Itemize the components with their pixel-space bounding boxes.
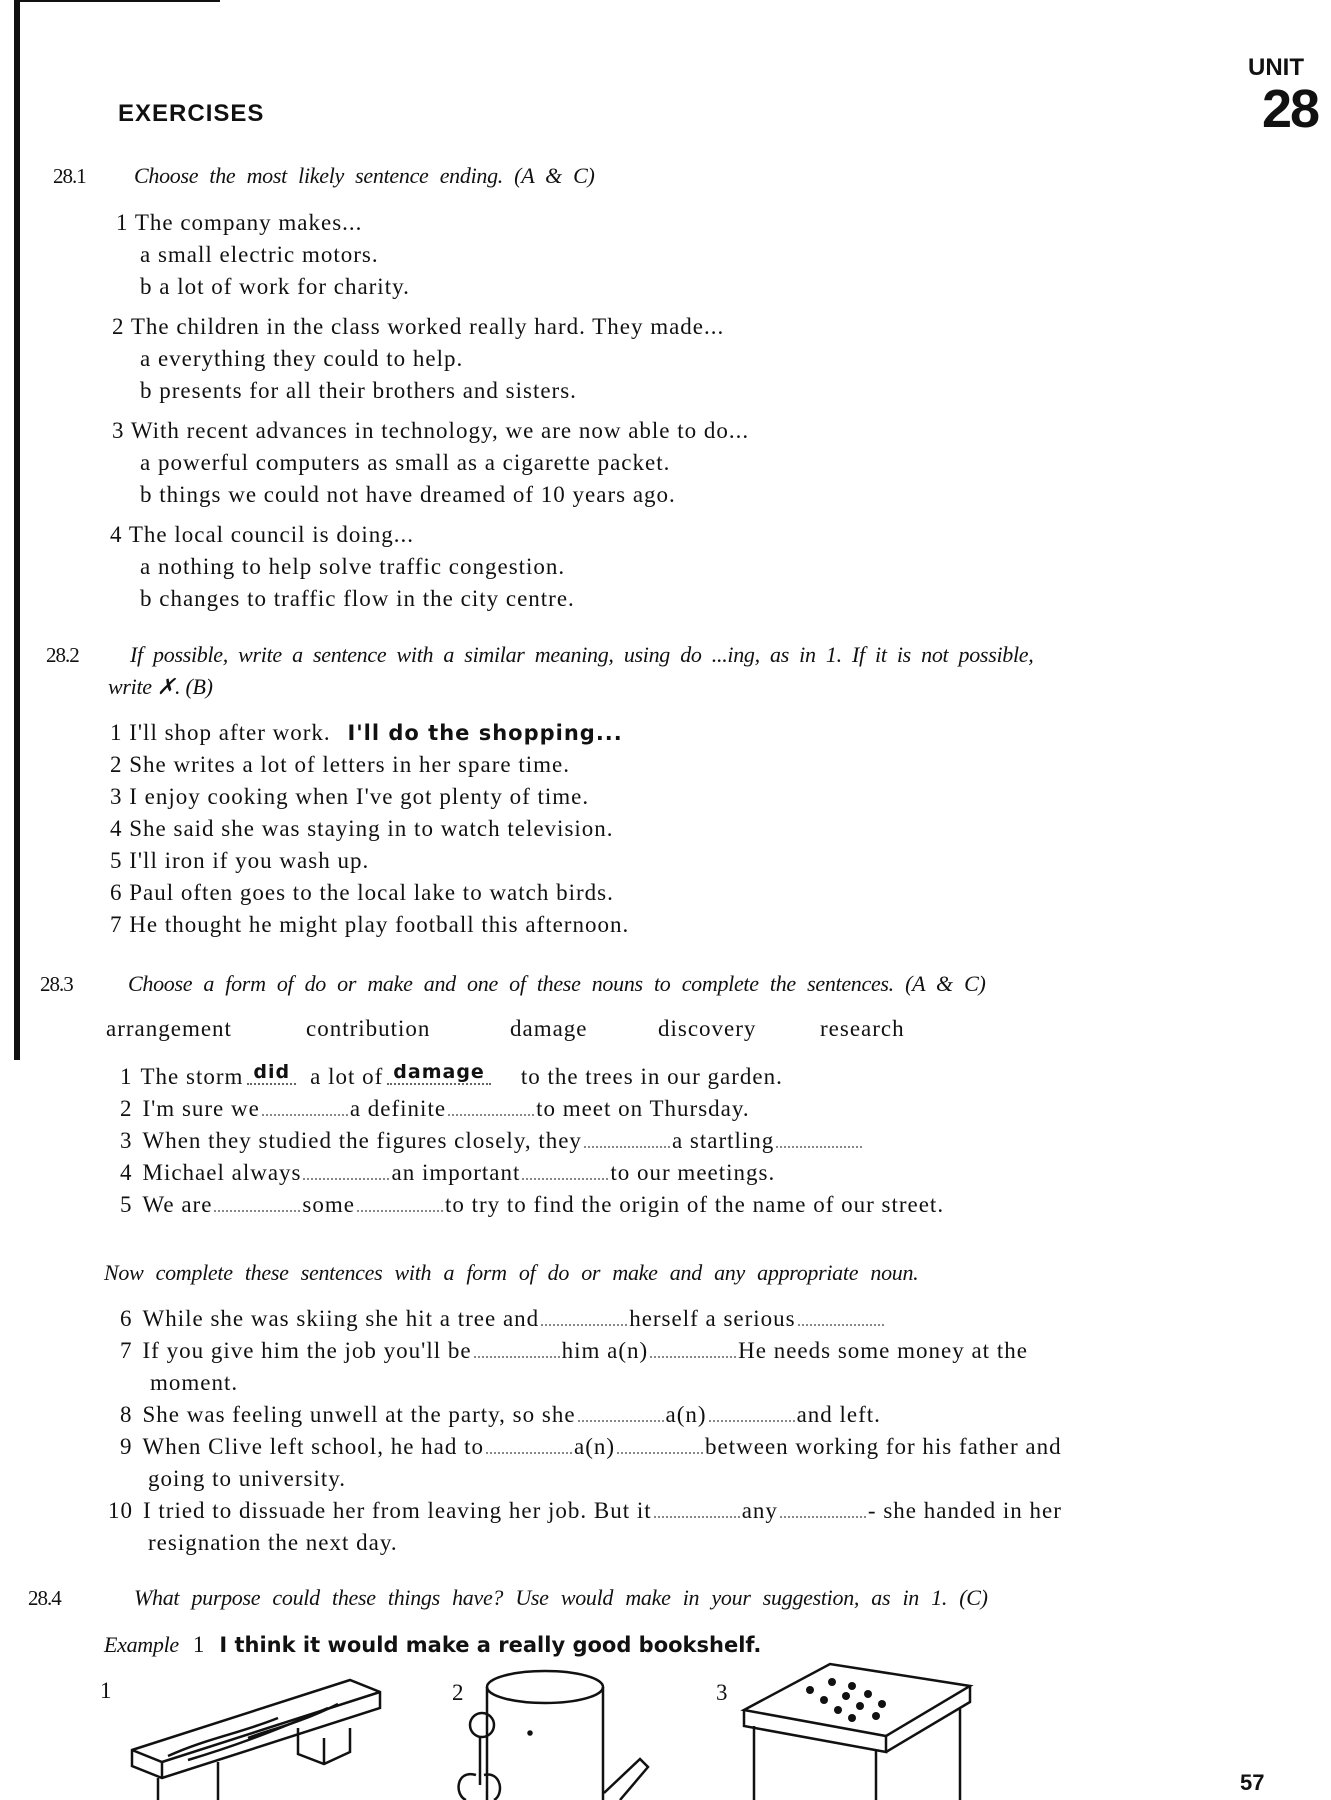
ex2-instruction-line2: write ✗. (B)	[108, 674, 213, 699]
ex4-example-answer: I think it would make a really good bookshelf.	[219, 1633, 762, 1657]
ex3-s1-p1: The storm	[140, 1064, 244, 1089]
ex2-item7: 7 He thought he might play football this afternoon.	[110, 912, 630, 937]
ex1-item2-b: b presents for all their brothers and sisters.	[140, 378, 577, 403]
ex3-s1	[120, 1061, 783, 1091]
ex3-s4-num: 4	[120, 1160, 133, 1185]
ex1-instruction: Choose the most likely sentence ending. (A & C)	[134, 163, 595, 188]
can-illustration	[450, 1665, 680, 1800]
ex3-s8-p2: a(n)	[665, 1402, 707, 1427]
ex3-s8-num: 8	[120, 1402, 133, 1427]
ex3-s5-blank1	[214, 1209, 300, 1212]
pic-label-2: 2	[452, 1680, 465, 1705]
ex3-s10-p3: - she handed in her	[867, 1498, 1062, 1523]
ex2-item2: 2 She writes a lot of letters in her spare time.	[110, 752, 570, 777]
ex1-item1-a: a small electric motors.	[140, 242, 379, 267]
ex3-s5-p3: to try to find the origin of the name of our street.	[444, 1192, 945, 1217]
ex3-s1-answer1: did	[247, 1061, 296, 1085]
ex3-s6-p1: While she was skiing she hit a tree and	[142, 1306, 540, 1331]
ex3-s4-p3: to our meetings.	[610, 1160, 776, 1185]
ex3-s3-p1: When they studied the figures closely, they	[142, 1128, 582, 1153]
ex3-s9-blank1	[486, 1451, 572, 1454]
ex3-s7-num: 7	[120, 1338, 133, 1363]
ex3-s5-blank2	[357, 1209, 443, 1212]
ex1-number: 28.1	[53, 164, 86, 188]
ex3-s9-p2: a(n)	[574, 1434, 616, 1459]
ex3-s7	[120, 1338, 1028, 1364]
ex4-example	[104, 1632, 761, 1658]
ex3-instruction2: Now complete these sentences with a form of do or make and any appropriate noun.	[104, 1260, 919, 1285]
plank-bench-illustration	[128, 1668, 388, 1800]
noun-4: discovery	[658, 1016, 757, 1041]
ex3-instruction: Choose a form of do or make and one of these nouns to complete the sentences. (A & C)	[128, 971, 986, 996]
ex3-s1-answer2: damage	[387, 1061, 491, 1085]
ex3-s1-num: 1	[120, 1064, 133, 1089]
ex3-s9-cont: going to university.	[148, 1466, 347, 1491]
ex3-s3	[120, 1128, 864, 1154]
ex1-item4-b: b changes to traffic flow in the city centre.	[140, 586, 575, 611]
ex3-s1-p3: to the trees in our garden.	[520, 1064, 783, 1089]
ex3-s6-blank1	[541, 1323, 627, 1326]
ex2-item4: 4 She said she was staying in to watch television.	[110, 816, 614, 841]
ex3-s7-p3: He needs some money at the	[738, 1338, 1028, 1363]
ex2-item1-text: 1 I'll shop after work.	[110, 720, 331, 745]
noun-5: research	[820, 1016, 905, 1041]
ex3-s10-p1: I tried to dissuade her from leaving her job. But it	[143, 1498, 652, 1523]
ex3-s5-p1: We are	[142, 1192, 213, 1217]
ex3-s10-cont: resignation the next day.	[148, 1530, 398, 1555]
ex1-item2-a: a everything they could to help.	[140, 346, 464, 371]
ex3-s10-num: 10	[108, 1498, 133, 1523]
ex3-s6-num: 6	[120, 1306, 133, 1331]
ex3-s9-p3: between working for his father and	[705, 1434, 1062, 1459]
ex3-s6	[120, 1306, 886, 1332]
ex3-s10-blank2	[780, 1515, 866, 1518]
ex4-number: 28.4	[28, 1586, 61, 1610]
ex2-item1	[110, 720, 623, 746]
ex3-s6-blank2	[798, 1323, 884, 1326]
ex3-s2-p3: to meet on Thursday.	[536, 1096, 750, 1121]
ex3-s4-blank1	[303, 1177, 389, 1180]
ex3-s5	[120, 1192, 944, 1218]
ex1-item1-b: b a lot of work for charity.	[140, 274, 410, 299]
ex3-s2-p2: a definite	[349, 1096, 447, 1121]
ex3-s7-p2: him a(n)	[561, 1338, 649, 1363]
ex1-item3-b: b things we could not have dreamed of 10 years ago.	[140, 482, 676, 507]
ex3-s1-p2: a lot of	[310, 1064, 384, 1089]
ex3-s2-num: 2	[120, 1096, 133, 1121]
ex4-example-label: Example	[104, 1632, 179, 1657]
ex3-s2-blank1	[262, 1113, 348, 1116]
ex3-s3-num: 3	[120, 1128, 133, 1153]
ex3-s2	[120, 1096, 750, 1122]
ex3-s7-blank2	[650, 1355, 736, 1358]
ex3-s2-blank2	[448, 1113, 534, 1116]
ex3-s8-p3: and left.	[796, 1402, 881, 1427]
noun-3: damage	[510, 1016, 588, 1041]
ex2-item1-answer: I'll do the shopping...	[347, 721, 623, 745]
ex3-s10	[108, 1498, 1062, 1524]
ex3-number: 28.3	[40, 972, 73, 996]
ex2-item5: 5 I'll iron if you wash up.	[110, 848, 370, 873]
unit-number: 28	[1262, 79, 1319, 139]
ex1-item3-stem: 3 With recent advances in technology, we are now able to do...	[112, 418, 750, 443]
pic-label-3: 3	[716, 1680, 729, 1705]
ex1-item2-stem: 2 The children in the class worked really hard. They made...	[112, 314, 725, 339]
ex3-s2-p1: I'm sure we	[142, 1096, 260, 1121]
ex3-s3-p2: a startling	[671, 1128, 775, 1153]
ex3-s9	[120, 1434, 1062, 1460]
ex3-s10-p2: any	[741, 1498, 778, 1523]
ex2-item3: 3 I enjoy cooking when I've got plenty of time.	[110, 784, 590, 809]
ex3-s5-p2: some	[302, 1192, 355, 1217]
page-number: 57	[1240, 1770, 1265, 1795]
ex3-s4	[120, 1160, 775, 1186]
ex3-s8-blank2	[709, 1419, 795, 1422]
ex3-s7-cont: moment.	[150, 1370, 239, 1395]
top-rule	[20, 0, 220, 2]
ex3-s3-blank1	[584, 1145, 670, 1148]
ex3-s3-blank2	[776, 1145, 862, 1148]
ex1-item3-a: a powerful computers as small as a cigarette packet.	[140, 450, 671, 475]
ex4-example-num: 1	[192, 1632, 206, 1657]
pic-label-1: 1	[100, 1678, 113, 1703]
ex2-item6: 6 Paul often goes to the local lake to watch birds.	[110, 880, 614, 905]
ex3-s9-blank2	[617, 1451, 703, 1454]
ex1-item4-stem: 4 The local council is doing...	[110, 522, 414, 547]
ex2-number: 28.2	[46, 643, 79, 667]
page-heading: EXERCISES	[118, 100, 265, 127]
ex4-instruction: What purpose could these things have? Use would make in your suggestion, as in 1. (C)	[134, 1585, 988, 1610]
ex1-item1-stem: 1 The company makes...	[116, 210, 363, 235]
ex3-s8	[120, 1402, 881, 1428]
ex3-s9-p1: When Clive left school, he had to	[142, 1434, 485, 1459]
ex3-s6-p2: herself a serious	[629, 1306, 796, 1331]
noun-1: arrangement	[106, 1016, 232, 1041]
ex3-s10-blank1	[654, 1515, 740, 1518]
ex3-s4-p2: an important	[391, 1160, 521, 1185]
ex3-s7-p1: If you give him the job you'll be	[142, 1338, 472, 1363]
box-with-holes-illustration	[740, 1660, 980, 1800]
ex3-s8-blank1	[578, 1419, 664, 1422]
ex3-s4-blank2	[522, 1177, 608, 1180]
ex3-s5-num: 5	[120, 1192, 133, 1217]
binding-line	[14, 0, 20, 1060]
ex3-s4-p1: Michael always	[142, 1160, 302, 1185]
ex3-s7-blank1	[474, 1355, 560, 1358]
ex3-s9-num: 9	[120, 1434, 133, 1459]
ex2-instruction-line1: If possible, write a sentence with a similar meaning, using do ...ing, as in 1. If it is not possible,	[130, 642, 1034, 667]
ex3-s8-p1: She was feeling unwell at the party, so she	[142, 1402, 576, 1427]
unit-label: UNIT	[1248, 54, 1304, 81]
noun-2: contribution	[306, 1016, 431, 1041]
ex1-item4-a: a nothing to help solve traffic congestion.	[140, 554, 566, 579]
